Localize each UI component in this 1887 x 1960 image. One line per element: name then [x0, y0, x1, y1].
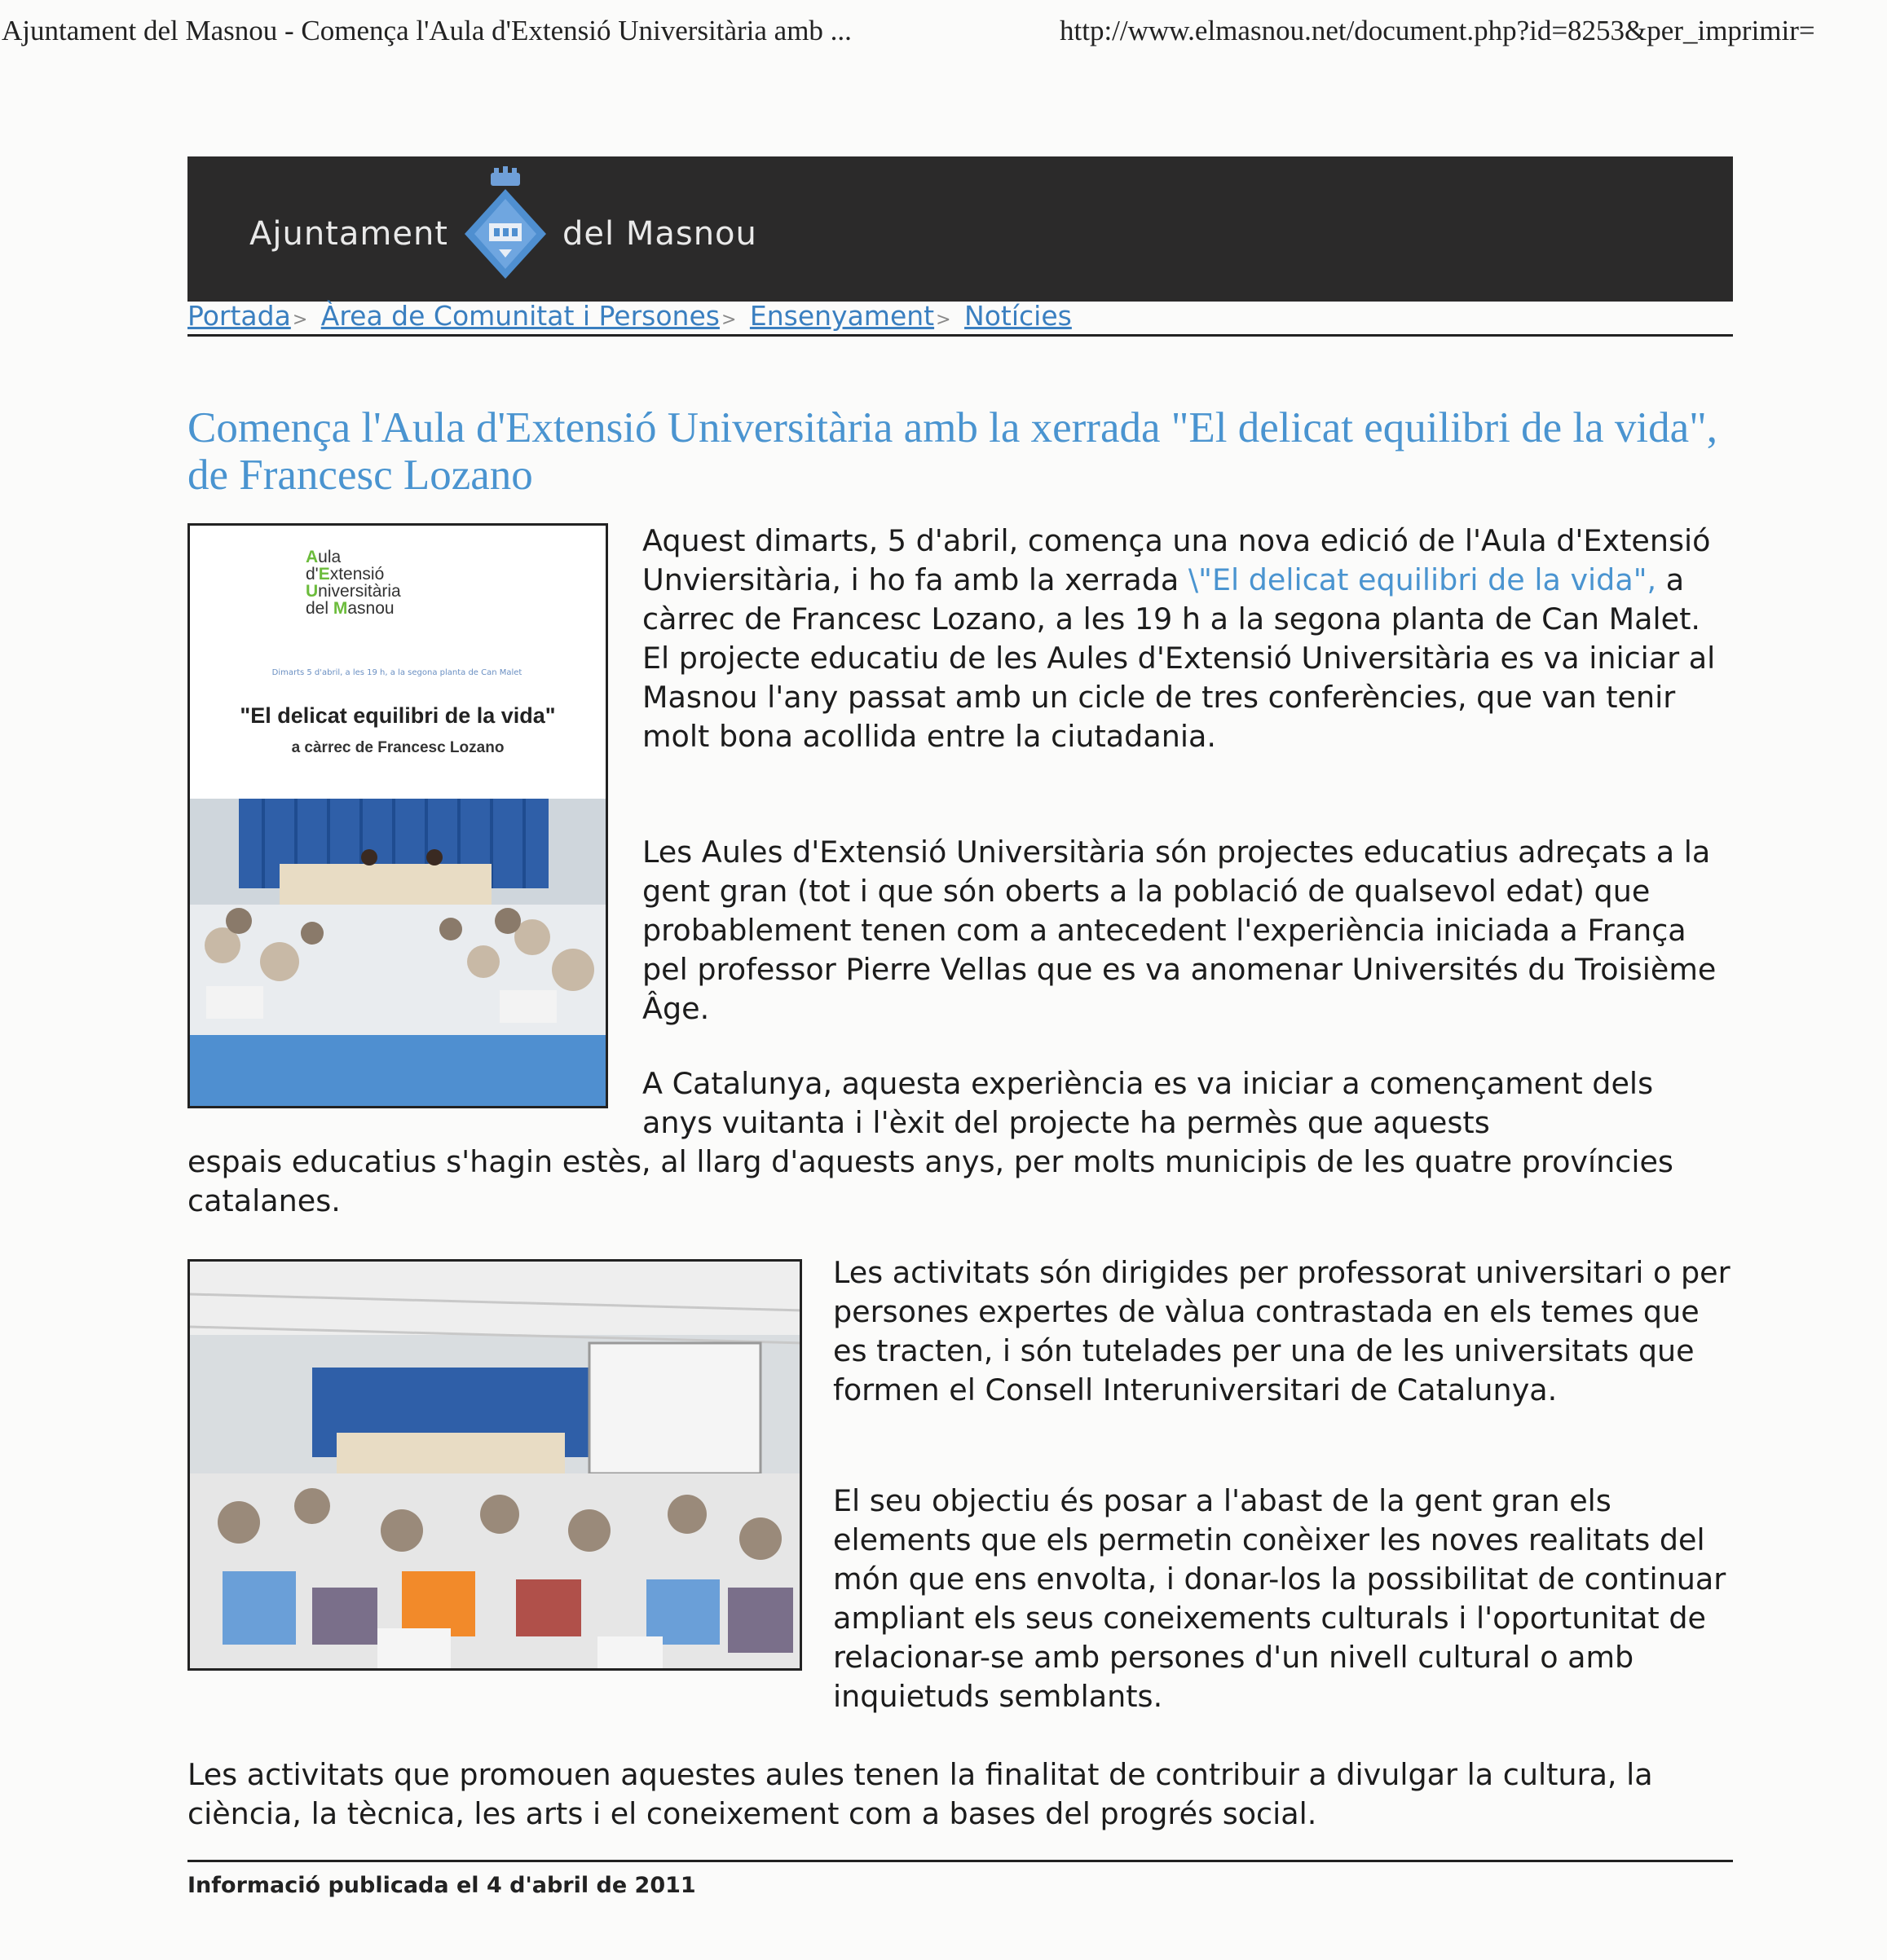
talk-title-link[interactable]: \"El delicat equilibri de la vida", — [1188, 562, 1657, 597]
conference-room-photo — [187, 1259, 802, 1671]
paragraph-catalunya-end: espais educatius s'hagin estès, al llarg d'aquests anys, per molts municipis de les quatre províncies catalanes. — [187, 1144, 1673, 1218]
article-headline: Comença l'Aula d'Extensió Universitària amb la xerrada "El delicat equilibri de la vida", de Francesc Lozano — [187, 404, 1717, 499]
paragraph-aules: Les Aules d'Extensió Universitària són projectes educatius adreçats a la gent gran (tot i que són oberts a la població de qualsevol edat) que probablement tenen com a antecedent l'experiència iniciada a França pel professor Pierre Vellas que es va anomenar Universités du Troisième Âge. — [642, 835, 1717, 1026]
print-header — [0, 15, 1887, 55]
breadcrumb — [187, 300, 1733, 337]
breadcrumb-portada[interactable]: Portada — [187, 300, 291, 332]
event-poster-image — [187, 523, 608, 1108]
breadcrumb-ensenyament[interactable]: Ensenyament — [749, 300, 935, 332]
breadcrumb-separator: > — [292, 310, 308, 330]
banner-left-text: Ajuntament — [249, 215, 448, 253]
town-crest-icon — [456, 165, 554, 287]
paragraph-objectiu: El seu objectiu és posar a l'abast de la gent gran els elements que els permetin conèixer les noves realitats del món que ens envolta, i donar-los la possibilitat de continuar ampliant els seus coneixements culturals i l'oportunitat de relacionar-se amb persones d'un nivell cultural o amb inquietuds semblants. — [833, 1483, 1726, 1714]
print-page-url: http://www.elmasnou.net/document.php?id=8253&per_imprimir= — [1060, 15, 1815, 46]
paragraph-finalitat: Les activitats que promouen aquestes aules tenen la finalitat de contribuir a divulgar la cultura, la ciència, la tècnica, les arts i el coneixement com a bases del progrés social. — [187, 1757, 1653, 1831]
breadcrumb-noticies[interactable]: Notícies — [964, 300, 1072, 332]
poster-subtitle: a càrrec de Francesc Lozano — [291, 739, 505, 756]
publication-date: Informació publicada el 4 d'abril de 2011 — [187, 1873, 696, 1898]
poster-date-line: Dimarts 5 d'abril, a les 19 h, a la segona planta de Can Malet — [271, 668, 522, 677]
paragraph-intro: Aquest dimarts, 5 d'abril, comença una nova edició de l'Aula d'Extensió Unviersitària, i ho fa amb la xerrada \"El delicat equilibri de la vida", a càrrec de Francesc Lozano, a les 19 h a la segona planta de Can Malet. El projecte educatiu de les Aules d'Extensió Universitària es va iniciar al Masnou l'any passat amb un cicle de tres conferències, que van tenir molt bona acollida entre la ciutadania. — [642, 523, 1716, 754]
breadcrumb-separator: > — [936, 310, 951, 330]
poster-footer-band — [190, 1035, 606, 1108]
lecture-audience-photo — [190, 799, 606, 1035]
conference-room-illustration — [190, 1262, 802, 1671]
site-banner[interactable] — [187, 156, 1733, 302]
poster-title: "El delicat equilibri de la vida" — [240, 703, 556, 728]
banner-right-text: del Masnou — [562, 215, 757, 253]
footer-divider — [187, 1860, 1733, 1862]
paragraph-catalunya-start: A Catalunya, aquesta experiència es va iniciar a començament dels anys vuitanta i l'èxit del projecte ha permès que aquests — [642, 1066, 1654, 1140]
print-page-title: Ajuntament del Masnou - Comença l'Aula d'Extensió Universitària amb ... — [2, 15, 852, 46]
breadcrumb-area-comunitat[interactable]: Àrea de Comunitat i Persones — [320, 300, 720, 332]
breadcrumb-separator: > — [721, 310, 737, 330]
aula-logo: Aula d'Extensió Universitària del Masnou — [306, 548, 401, 618]
paragraph-activitats: Les activitats són dirigides per professorat universitari o per persones expertes de vàlua contrastada en els temes que es tracten, i són tutelades per una de les universitats que formen el Consell Interuniversitari de Catalunya. — [833, 1255, 1730, 1407]
